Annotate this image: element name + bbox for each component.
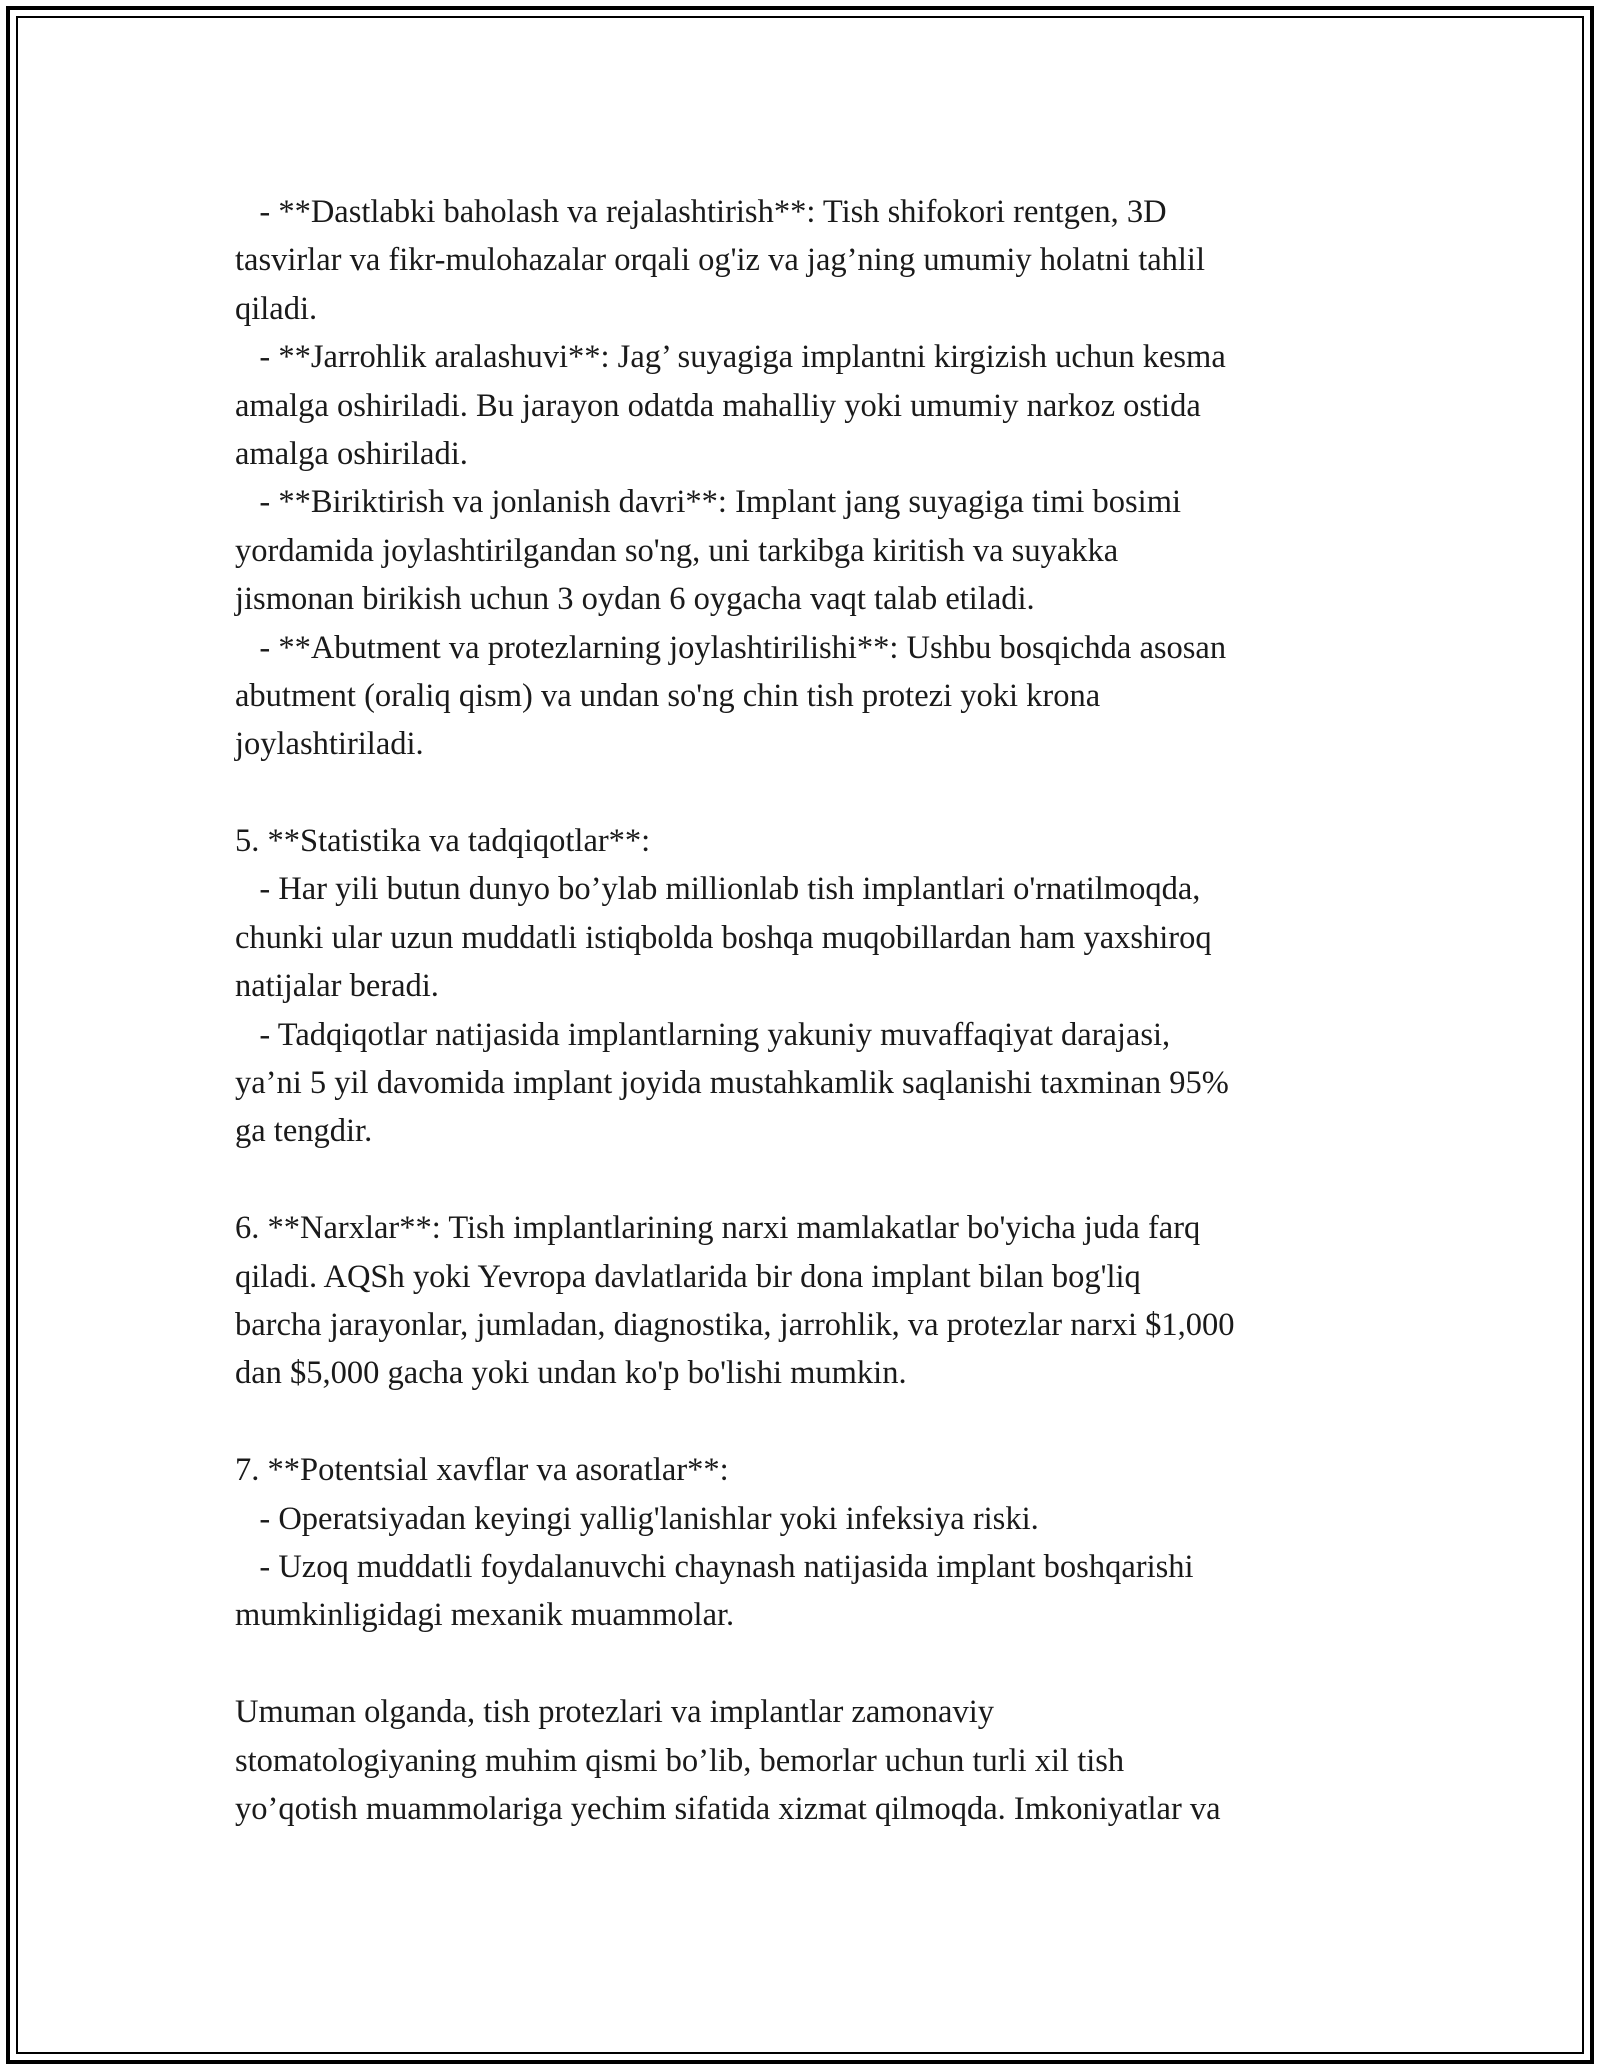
text-line: chunki ular uzun muddatli istiqbolda boshqa muqobillardan ham yaxshiroq xyxy=(235,919,1212,956)
text-line: jismonan birikish uchun 3 oydan 6 oygacha vaqt talab etiladi. xyxy=(235,581,1035,618)
text-line: qiladi. xyxy=(235,290,318,327)
document-body xyxy=(235,188,1375,1833)
text-line: amalga oshiriladi. xyxy=(235,435,468,472)
paragraph-gap xyxy=(235,1398,1375,1446)
text-line: - Uzoq muddatli foydalanuvchi chaynash natijasida implant boshqarishi xyxy=(235,1548,1194,1585)
text-line: tasvirlar va fikr-mulohazalar orqali og'iz va jag’ning umumiy holatni tahlil xyxy=(235,242,1205,279)
text-line: Umuman olganda, tish protezlari va implantlar zamonaviy xyxy=(235,1694,995,1731)
text-line: amalga oshiriladi. Bu jarayon odatda mahalliy yoki umumiy narkoz ostida xyxy=(235,387,1201,424)
text-line: joylashtiriladi. xyxy=(235,726,424,763)
text-line: - **Biriktirish va jonlanish davri**: Implant jang suyagiga timi bosimi xyxy=(235,484,1182,521)
text-line: yordamida joylashtirilgandan so'ng, uni tarkibga kiritish va suyakka xyxy=(235,532,1119,569)
text-line: - **Abutment va protezlarning joylashtirilishi**: Ushbu bosqichda asosan xyxy=(235,629,1227,666)
paragraph-gap xyxy=(235,1640,1375,1688)
text-line: stomatologiyaning muhim qismi bo’lib, bemorlar uchun turli xil tish xyxy=(235,1742,1125,1779)
paragraph-gap xyxy=(235,769,1375,817)
section-heading: 6. **Narxlar**: Tish implantlarining narxi mamlakatlar bo'yicha juda farq xyxy=(235,1210,1201,1247)
text-line: - Tadqiqotlar natijasida implantlarning yakuniy muvaffaqiyat darajasi, xyxy=(235,1016,1171,1053)
text-line: dan $5,000 gacha yoki undan ko'p bo'lishi mumkin. xyxy=(235,1355,907,1392)
text-line: - Har yili butun dunyo bo’ylab millionlab tish implantlari o'rnatilmoqda, xyxy=(235,871,1201,908)
text-line: abutment (oraliq qism) va undan so'ng chin tish protezi yoki krona xyxy=(235,677,1101,714)
text-line: - **Jarrohlik aralashuvi**: Jag’ suyagiga implantni kirgizish uchun kesma xyxy=(235,339,1226,376)
text-line: ya’ni 5 yil davomida implant joyida mustahkamlik saqlanishi taxminan 95% xyxy=(235,1065,1229,1102)
text-line: yo’qotish muammolariga yechim sifatida xizmat qilmoqda. Imkoniyatlar va xyxy=(235,1790,1221,1827)
text-line: qiladi. AQSh yoki Yevropa davlatlarida bir dona implant bilan bog'liq xyxy=(235,1258,1141,1295)
text-line: barcha jarayonlar, jumladan, diagnostika, jarrohlik, va protezlar narxi $1,000 xyxy=(235,1306,1235,1343)
section-heading: 7. **Potentsial xavflar va asoratlar**: xyxy=(235,1452,729,1489)
paragraph-gap xyxy=(235,1156,1375,1204)
text-line: - Operatsiyadan keyingi yallig'lanishlar yoki infeksiya riski. xyxy=(235,1500,1039,1537)
section-heading: 5. **Statistika va tadqiqotlar**: xyxy=(235,823,651,860)
text-line: natijalar beradi. xyxy=(235,968,439,1005)
text-line: mumkinligidagi mexanik muammolar. xyxy=(235,1597,735,1634)
text-line: ga tengdir. xyxy=(235,1113,373,1150)
text-line: - **Dastlabki baholash va rejalashtirish**: Tish shifokori rentgen, 3D xyxy=(235,194,1167,230)
